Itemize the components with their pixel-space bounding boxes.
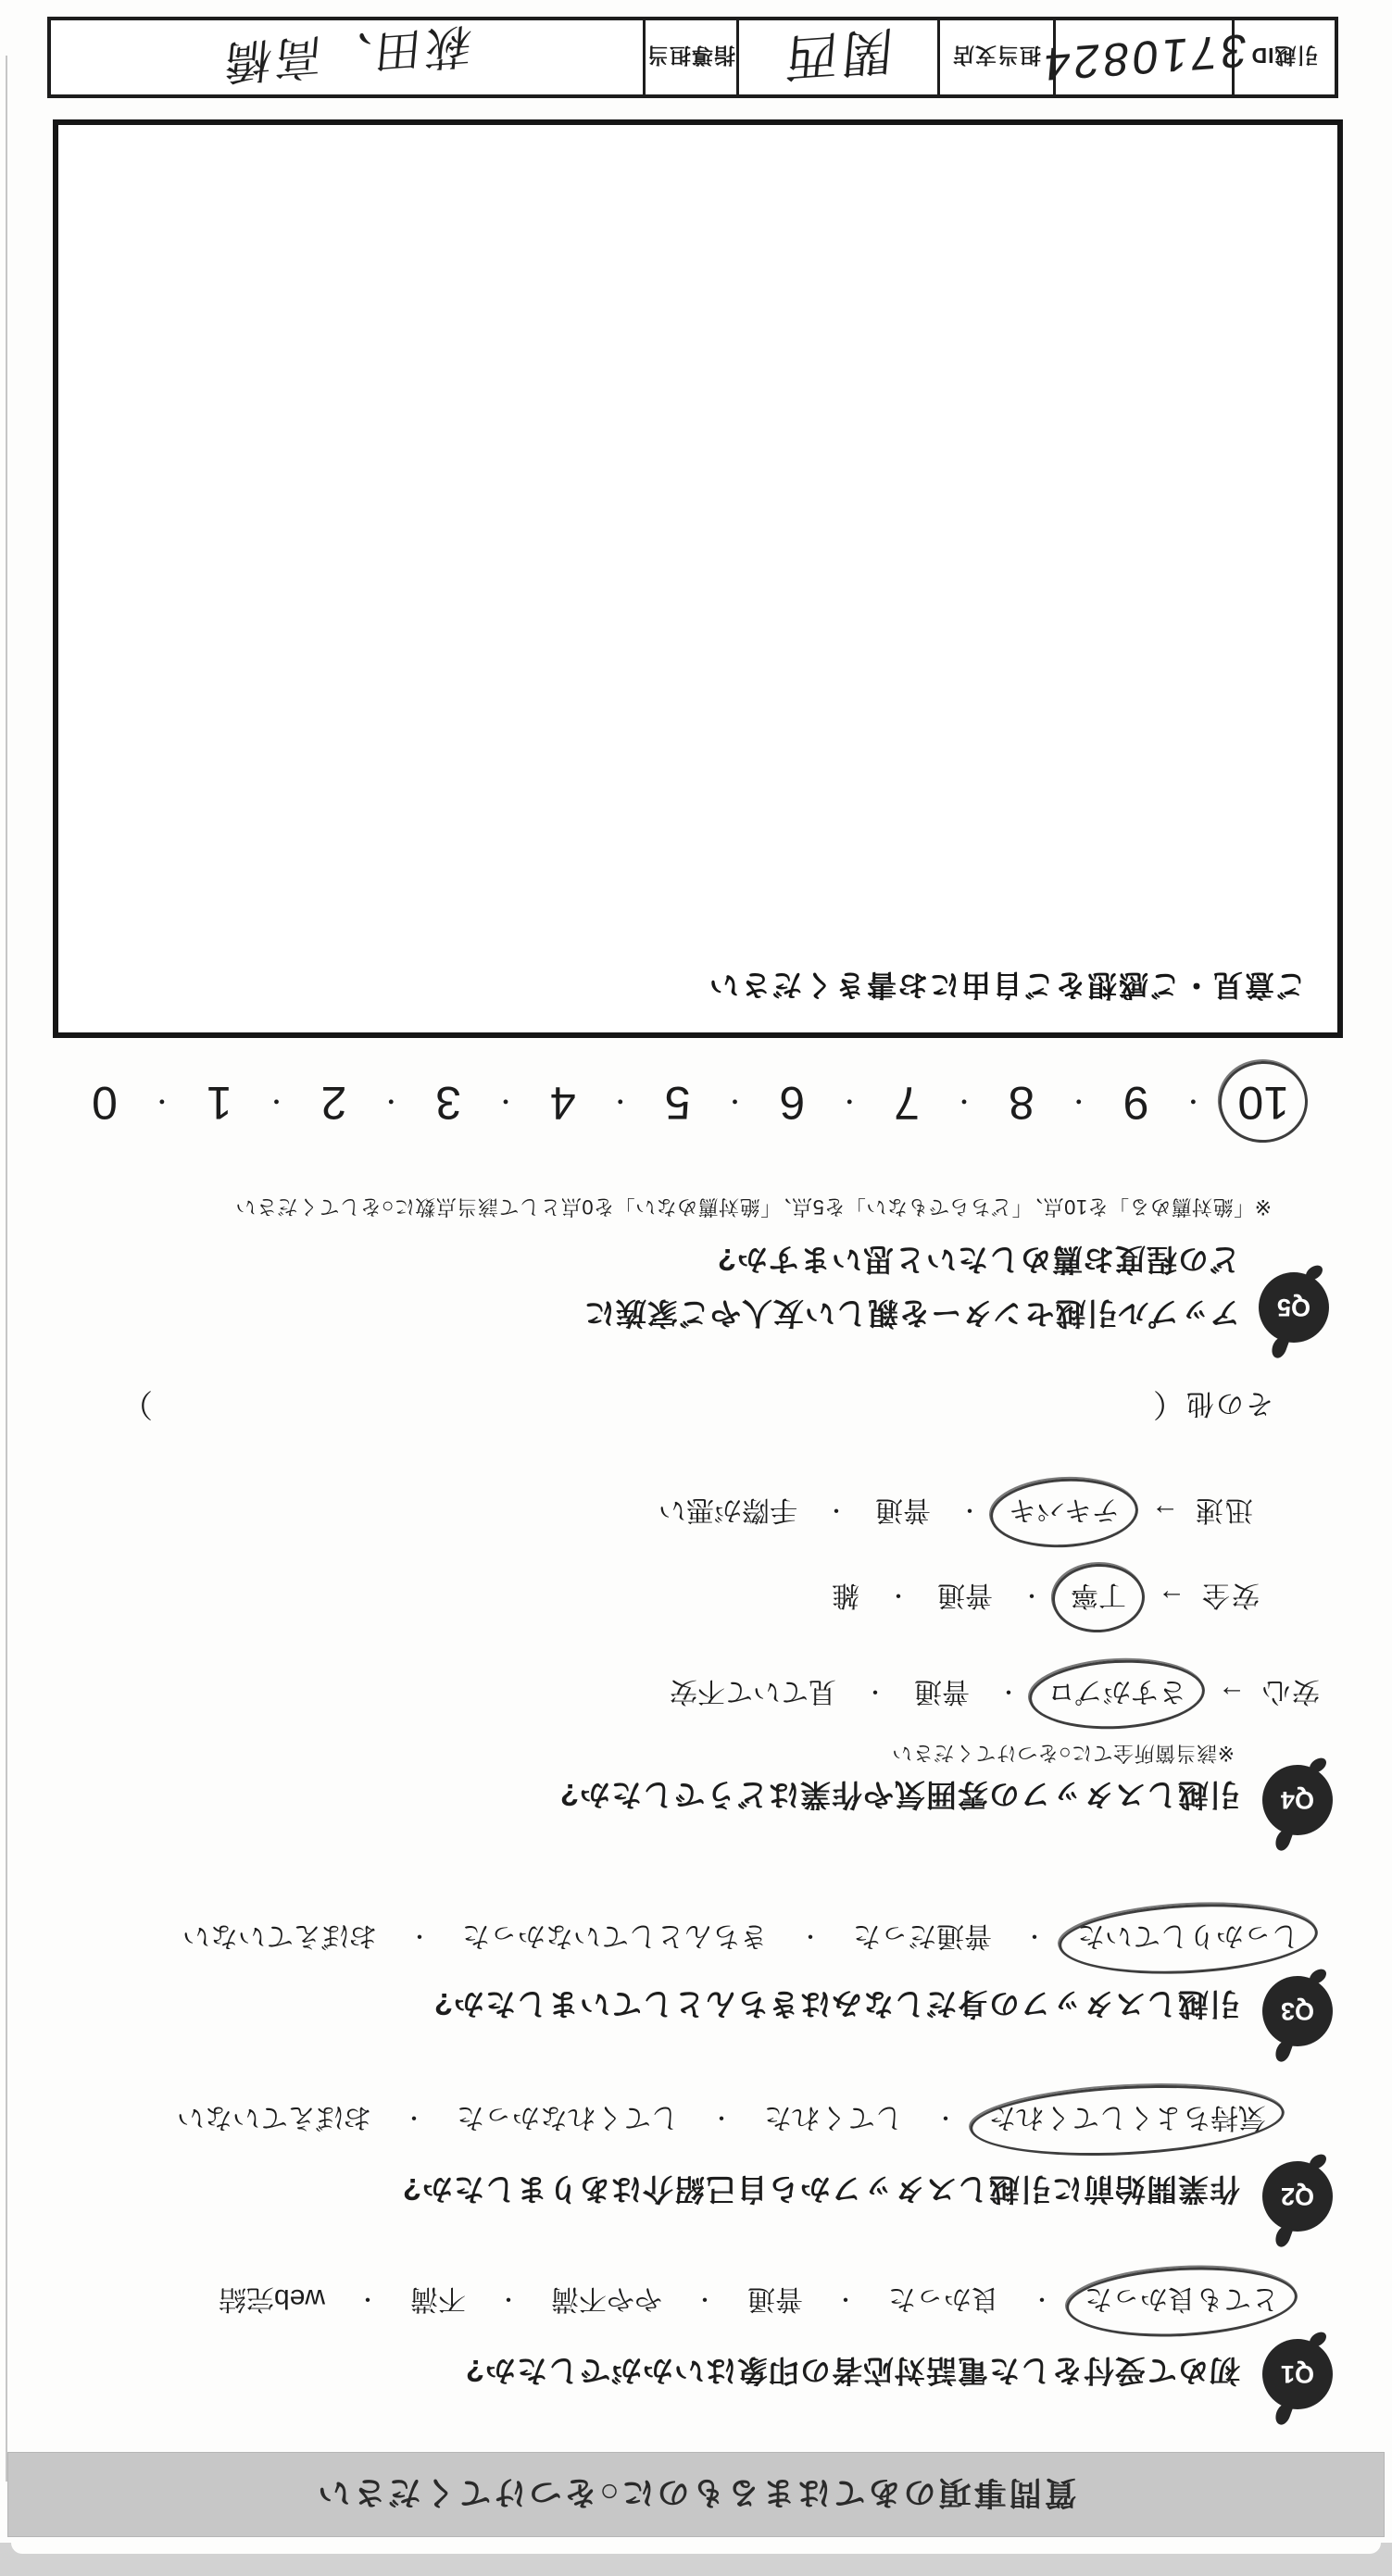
q2-badge-icon <box>1262 2161 1333 2232</box>
footer-cell-trainer-value <box>51 20 643 94</box>
q2-option: してくれた <box>764 2102 903 2132</box>
scan-left-edge-shadow <box>6 56 7 2482</box>
separator-dot: ・ <box>1031 2286 1053 2312</box>
scale-value: 7 <box>894 1077 920 1129</box>
q4-badge-label: Q4 <box>1280 1786 1315 1815</box>
q5-question-line1: アップル引越センターを親しい友人やご家族に <box>583 1296 1240 1331</box>
q4-question: 引越しスタッフの雰囲気や作業はどうでしたか? <box>558 1778 1240 1812</box>
q1-option: 普通 <box>747 2283 803 2314</box>
form-header-bar <box>7 2452 1385 2537</box>
q5-badge-label: Q5 <box>1276 1294 1311 1322</box>
footer-cell-branch-label <box>937 20 1053 94</box>
arrow-glyph: → <box>1218 1680 1246 1710</box>
footer-id-table <box>47 17 1338 98</box>
separator-dot: ・ <box>1066 1087 1091 1116</box>
q3-badge-icon <box>1262 1976 1333 2046</box>
q1-badge-label: Q1 <box>1280 2360 1315 2389</box>
separator-dot: ・ <box>959 1497 981 1523</box>
scale-value: 1 <box>206 1077 232 1129</box>
scale-value-selected: 10 <box>1232 1076 1295 1130</box>
handwritten-trainer-names: 萩田、高橋 <box>219 19 474 89</box>
separator-dot: ・ <box>1021 1582 1043 1608</box>
footer-cell-trainer-label <box>643 20 736 94</box>
id-label: 引越ID <box>1250 44 1319 69</box>
q1-option: 良かった <box>888 2283 999 2314</box>
scale-value: 2 <box>320 1077 347 1129</box>
separator-dot: ・ <box>864 1679 886 1705</box>
q4-row1-option: 普通 <box>914 1676 970 1707</box>
separator-dot: ・ <box>887 1582 909 1608</box>
q4-row1-option: 見ていて不安 <box>670 1676 836 1707</box>
separator-dot: ・ <box>264 1087 289 1116</box>
q1-option: web完結 <box>218 2283 325 2314</box>
q5-question-line2: どの程度お薦めしたいと思いますか? <box>716 1243 1240 1277</box>
q4-row-other <box>121 1384 1273 1430</box>
q5-badge-icon <box>1259 1272 1329 1343</box>
q4-row-anshin <box>666 1672 1320 1717</box>
q3-option: 普通だった <box>853 1920 992 1951</box>
separator-dot: ・ <box>997 1679 1020 1705</box>
separator-dot: ・ <box>825 1497 847 1523</box>
separator-dot: ・ <box>694 2286 716 2312</box>
separator-dot: ・ <box>608 1087 633 1116</box>
q2-option: してくれなかった <box>457 2102 679 2132</box>
separator-dot: ・ <box>722 1087 747 1116</box>
separator-dot: ・ <box>494 1087 519 1116</box>
handwritten-branch: 関西 <box>780 20 897 88</box>
separator-dot: ・ <box>710 2105 733 2131</box>
q4-row-jinsoku <box>655 1491 1253 1535</box>
separator-dot: ・ <box>1181 1087 1206 1116</box>
q1-option: 不満 <box>410 2283 466 2314</box>
comments-box-label: ご意見・ご感想をご自由にお書きください <box>707 969 1306 1002</box>
form-header-title: 質問事項のあてはまるものに○をつけてください <box>315 2474 1077 2510</box>
q4-row-label: 安心 <box>1260 1676 1320 1707</box>
q1-options <box>215 2280 1283 2324</box>
q2-options <box>173 2098 1270 2143</box>
paren-open: （ <box>1153 1386 1185 1421</box>
separator-dot: ・ <box>837 1087 862 1116</box>
scale-value: 4 <box>549 1077 576 1129</box>
q4-other-label: その他 <box>1185 1388 1273 1419</box>
q4-row3-option: 手際が悪い <box>658 1494 797 1525</box>
q4-row3-option-selected: テキパキ <box>1005 1491 1123 1535</box>
arrow-glyph: → <box>1158 1583 1185 1614</box>
q3-options <box>179 1917 1303 1961</box>
q3-badge-label: Q3 <box>1280 1997 1315 2026</box>
handwritten-id: 3710824 <box>1038 23 1249 92</box>
q4-row2-option: 雑 <box>832 1580 859 1610</box>
q4-row2-option: 普通 <box>937 1580 993 1610</box>
scale-value: 8 <box>1008 1077 1035 1129</box>
q2-option-selected: 気持ちよくしてくれた <box>984 2098 1270 2143</box>
separator-dot: ・ <box>1023 1923 1046 1949</box>
q1-question: 初めて受付をした電話対応者の印象はいかがでしたか? <box>464 2354 1240 2388</box>
separator-dot: ・ <box>403 2105 425 2131</box>
comments-box <box>53 119 1343 1038</box>
q3-option: おぼえていない <box>182 1920 377 1951</box>
separator-dot: ・ <box>408 1923 431 1949</box>
scan-bottom-strip <box>0 2543 1392 2576</box>
separator-dot: ・ <box>497 2286 520 2312</box>
separator-dot: ・ <box>149 1087 174 1116</box>
separator-dot: ・ <box>799 1923 821 1949</box>
paren-close: ） <box>121 1386 153 1421</box>
arrow-glyph: → <box>1151 1498 1179 1529</box>
q2-option: おぼえていない <box>177 2102 371 2132</box>
separator-dot: ・ <box>357 2286 379 2312</box>
q4-row2-option-selected: 丁寧 <box>1067 1576 1130 1620</box>
q4-row-anzen <box>828 1576 1260 1620</box>
q4-row3-option: 普通 <box>875 1494 931 1525</box>
scale-value: 6 <box>779 1077 806 1129</box>
q1-badge-icon <box>1262 2339 1333 2409</box>
branch-label: 担当支店 <box>952 44 1041 69</box>
separator-dot: ・ <box>951 1087 976 1116</box>
separator-dot: ・ <box>934 2105 957 2131</box>
footer-cell-branch-value <box>736 20 937 94</box>
q4-row1-option-selected: さすがプロ <box>1044 1672 1190 1717</box>
footer-cell-id-value <box>1038 20 1249 94</box>
q3-option: きちんとしていなかった <box>462 1920 768 1951</box>
scale-value: 3 <box>435 1077 462 1129</box>
q1-option: やや不満 <box>551 2283 662 2314</box>
q1-option-selected: とても良かった <box>1081 2280 1283 2324</box>
q2-question: 作業開始前に引越しスタッフから自己紹介はありましたか? <box>401 2172 1240 2207</box>
q4-row-label: 迅速 <box>1194 1494 1253 1525</box>
separator-dot: ・ <box>379 1087 404 1116</box>
q4-note: ※該当箇所全てに○をつけてください <box>891 1742 1235 1765</box>
scale-value: 0 <box>92 1077 118 1129</box>
q3-question: 引越しスタッフの身だしなみはきちんとしていましたか? <box>433 1987 1240 2021</box>
q4-row-label: 安全 <box>1200 1580 1260 1610</box>
separator-dot: ・ <box>834 2286 857 2312</box>
q4-badge-icon <box>1262 1765 1333 1835</box>
scale-value: 9 <box>1122 1077 1149 1129</box>
nps-scale <box>86 1063 1295 1143</box>
q3-option-selected: しっかりしていた <box>1073 1917 1303 1961</box>
scale-value: 5 <box>664 1077 691 1129</box>
q5-note: ※「絶対薦める」を10点、「どちらでもない」を5点、「絶対薦めない」を0点として該当点数に○をしてください <box>235 1195 1272 1219</box>
q2-badge-label: Q2 <box>1280 2182 1315 2211</box>
trainer-label: 指導担当 <box>646 44 735 69</box>
